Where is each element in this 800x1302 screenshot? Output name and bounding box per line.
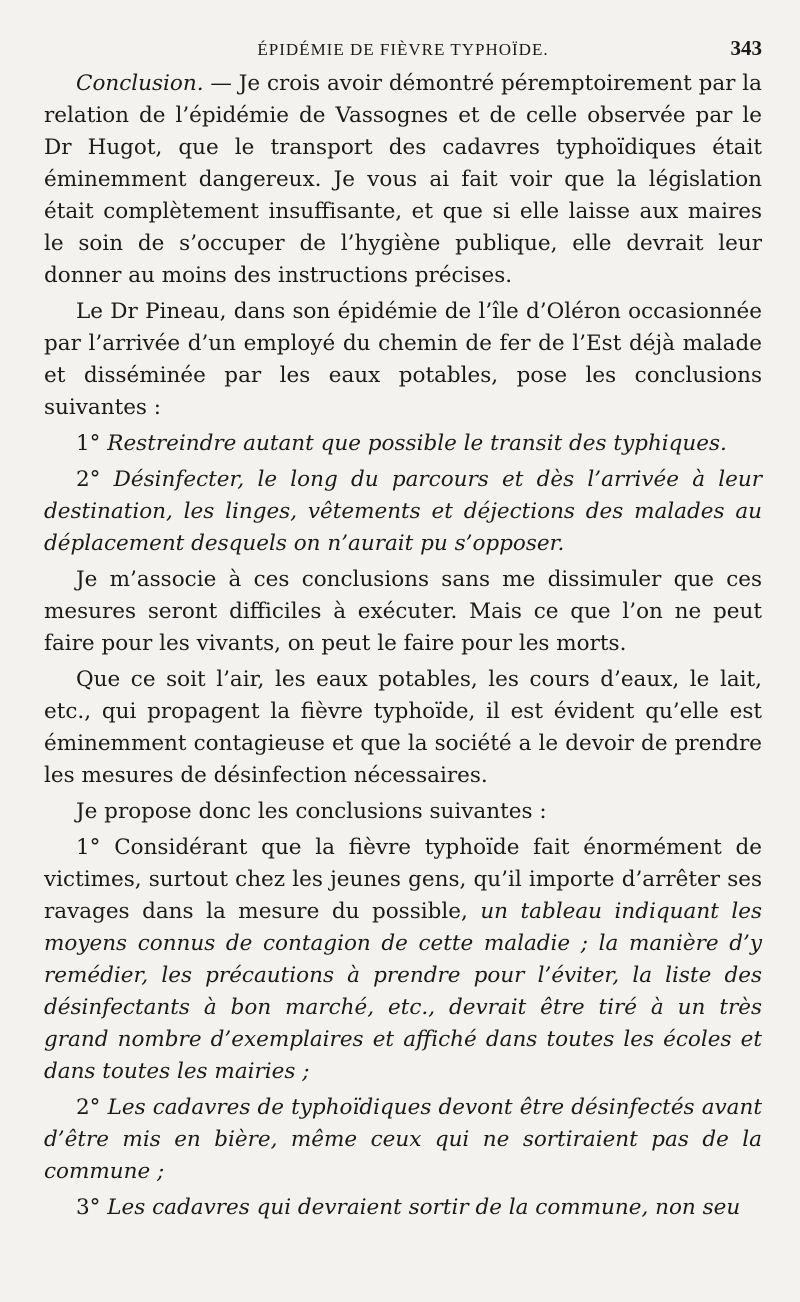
paragraph-text: Je propose donc les conclusions suivantes : [76,799,547,824]
paragraph-text: Le Dr Pineau, dans son épidémie de l’île d’Oléron occasionnée par l’arrivée d’un employé du chemin de fer de l’Est déjà malade et disséminée par les eaux potables, pose les conclusions suivantes : [44,299,762,420]
paragraph-text: — Je crois avoir démontré péremptoirement par la relation de l’épidémie de Vassognes et de celle observée par le Dr Hugot, que le transport des cadavres typhoïdiques était éminemment dangereux. Je vous ai fait voir que la législation était complètement insuffisante, et que si elle laisse aux maires le soin de s’occuper de l’hygiène publique, elle devrait leur donner au moins des instructions précises. [44,71,762,288]
proposal-conclusion-3 [44,1192,762,1224]
paragraph-text: Je m’associe à ces conclusions sans me dissimuler que ces mesures seront difficiles à exécuter. Mais ce que l’on ne peut faire pour les vivants, on peut le faire pour les morts. [44,567,762,656]
page-number: 343 [730,36,762,60]
item-text: Les cadavres de typhoïdiques devont être désinfectés avant d’être mis en bière, même ceux qui ne sortiraient pas de la commune ; [44,1095,762,1184]
page [44,34,762,1224]
paragraph-association [44,564,762,660]
pineau-conclusion-2 [44,464,762,560]
item-text: Restreindre autant que possible le transit des typhiques. [100,431,727,456]
paragraph-conclusion [44,68,762,292]
item-number: 3° [76,1195,101,1220]
proposal-conclusion-1 [44,832,762,1088]
paragraph-pineau [44,296,762,424]
paragraph-text: Que ce soit l’air, les eaux potables, les cours d’eaux, le lait, etc., qui propagent la fièvre typhoïde, il est évident qu’elle est éminemment contagieuse et que la société a le devoir de prendre les mesures de désinfection nécessaires. [44,667,762,788]
item-number: 2° [76,467,101,492]
item-number: 1° [76,431,101,456]
item-text: Désinfecter, le long du parcours et dès l’arrivée à leur destination, les linges, vêtements et déjections des malades au déplacement desquels on n’aurait pu s’opposer. [44,467,762,556]
page-header [44,34,762,68]
paragraph-proposal [44,796,762,828]
conclusion-label: Conclusion. [76,71,204,96]
item-text: 1° Considérant que la fièvre typhoïde fait énormément de victimes, surtout chez les jeunes gens, qu’il importe d’arrêter ses ravages dans la mesure du possible, [44,835,762,924]
pineau-conclusion-1 [44,428,762,460]
running-head: ÉPIDÉMIE DE FIÈVRE TYPHOÏDE. [257,40,549,59]
item-text-italic: un tableau indiquant les moyens connus de contagion de cette maladie ; la manière d’y remédier, les précautions à prendre pour l’éviter, la liste des désinfectants à bon marché, etc., devrait être tiré à un très grand nombre d’exemplaires et affiché dans toutes les écoles et dans toutes les mairies ; [44,899,762,1084]
proposal-conclusion-2 [44,1092,762,1188]
item-number: 2° [76,1095,101,1120]
item-text: Les cadavres qui devraient sortir de la commune, non seu [100,1195,741,1220]
paragraph-contagion [44,664,762,792]
